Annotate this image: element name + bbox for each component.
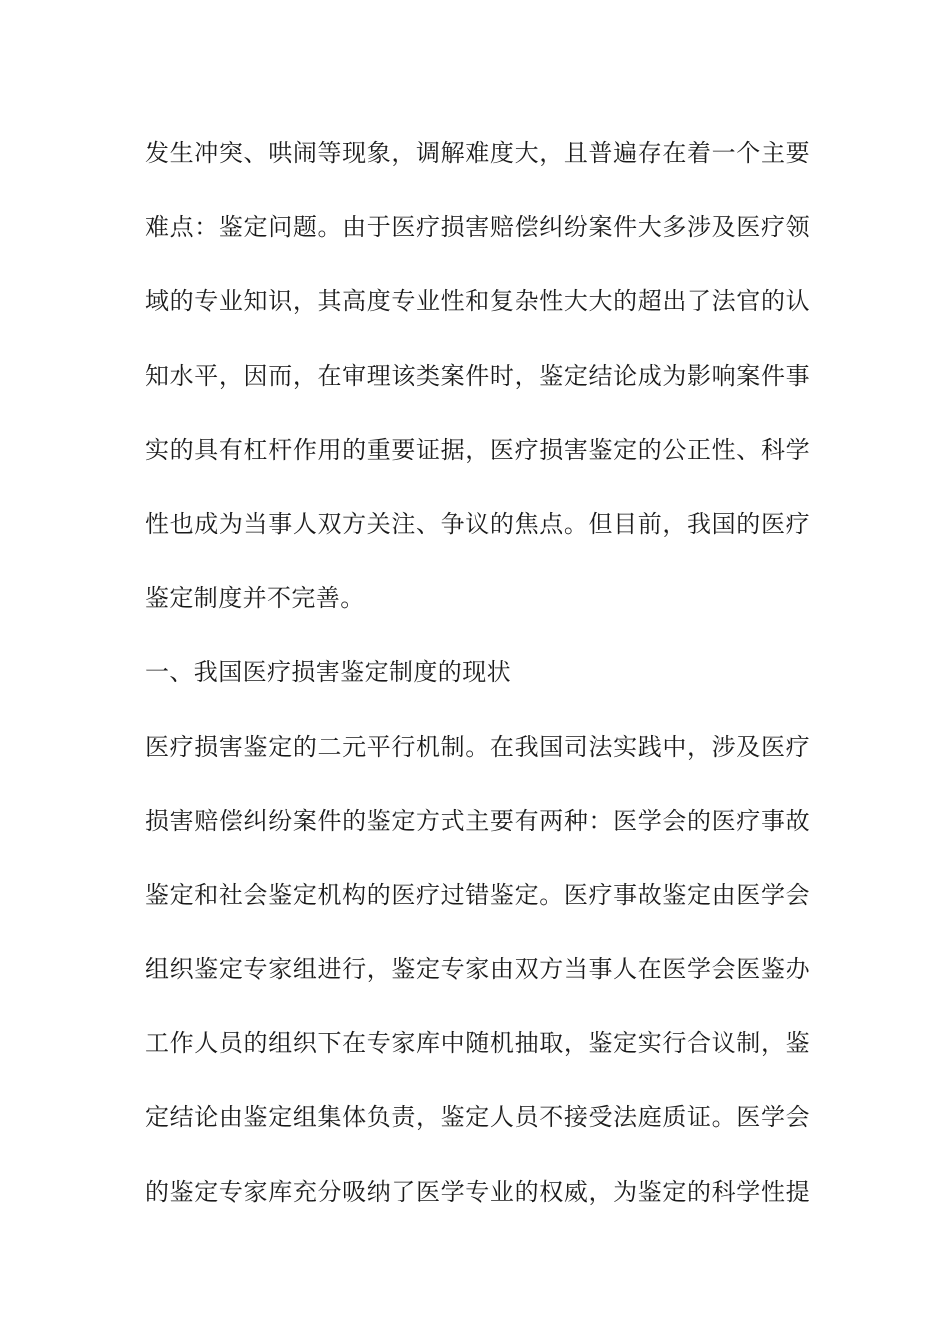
text-line: 难点：鉴定问题。由于医疗损害赔偿纠纷案件大多涉及医疗领 xyxy=(145,213,810,242)
text-line: 医疗损害鉴定的二元平行机制。在我国司法实践中，涉及医疗 xyxy=(145,732,810,761)
text-line: 域的专业知识，其高度专业性和复杂性大大的超出了法官的认 xyxy=(145,287,810,316)
text-line: 定结论由鉴定组集体负责，鉴定人员不接受法庭质证。医学会 xyxy=(145,1103,810,1132)
text-line: 鉴定制度并不完善。 xyxy=(145,584,365,613)
text-line: 损害赔偿纠纷案件的鉴定方式主要有两种：医学会的医疗事故 xyxy=(145,806,810,835)
text-line: 工作人员的组织下在专家库中随机抽取，鉴定实行合议制，鉴 xyxy=(145,1029,810,1058)
text-line: 组织鉴定专家组进行，鉴定专家由双方当事人在医学会医鉴办 xyxy=(145,955,810,984)
text-line: 发生冲突、哄闹等现象，调解难度大，且普遍存在着一个主要 xyxy=(145,139,810,167)
text-line: 鉴定和社会鉴定机构的医疗过错鉴定。医疗事故鉴定由医学会 xyxy=(145,880,810,909)
text-line: 的鉴定专家库充分吸纳了医学专业的权威，为鉴定的科学性提 xyxy=(145,1177,810,1206)
section-heading: 一、我国医疗损害鉴定制度的现状 xyxy=(145,658,511,687)
text-line: 实的具有杠杆作用的重要证据，医疗损害鉴定的公正性、科学 xyxy=(145,435,810,464)
text-line: 知水平，因而，在审理该类案件时，鉴定结论成为影响案件事 xyxy=(145,361,810,390)
text-line: 性也成为当事人双方关注、争议的焦点。但目前，我国的医疗 xyxy=(145,509,810,538)
body-text xyxy=(145,129,810,1242)
